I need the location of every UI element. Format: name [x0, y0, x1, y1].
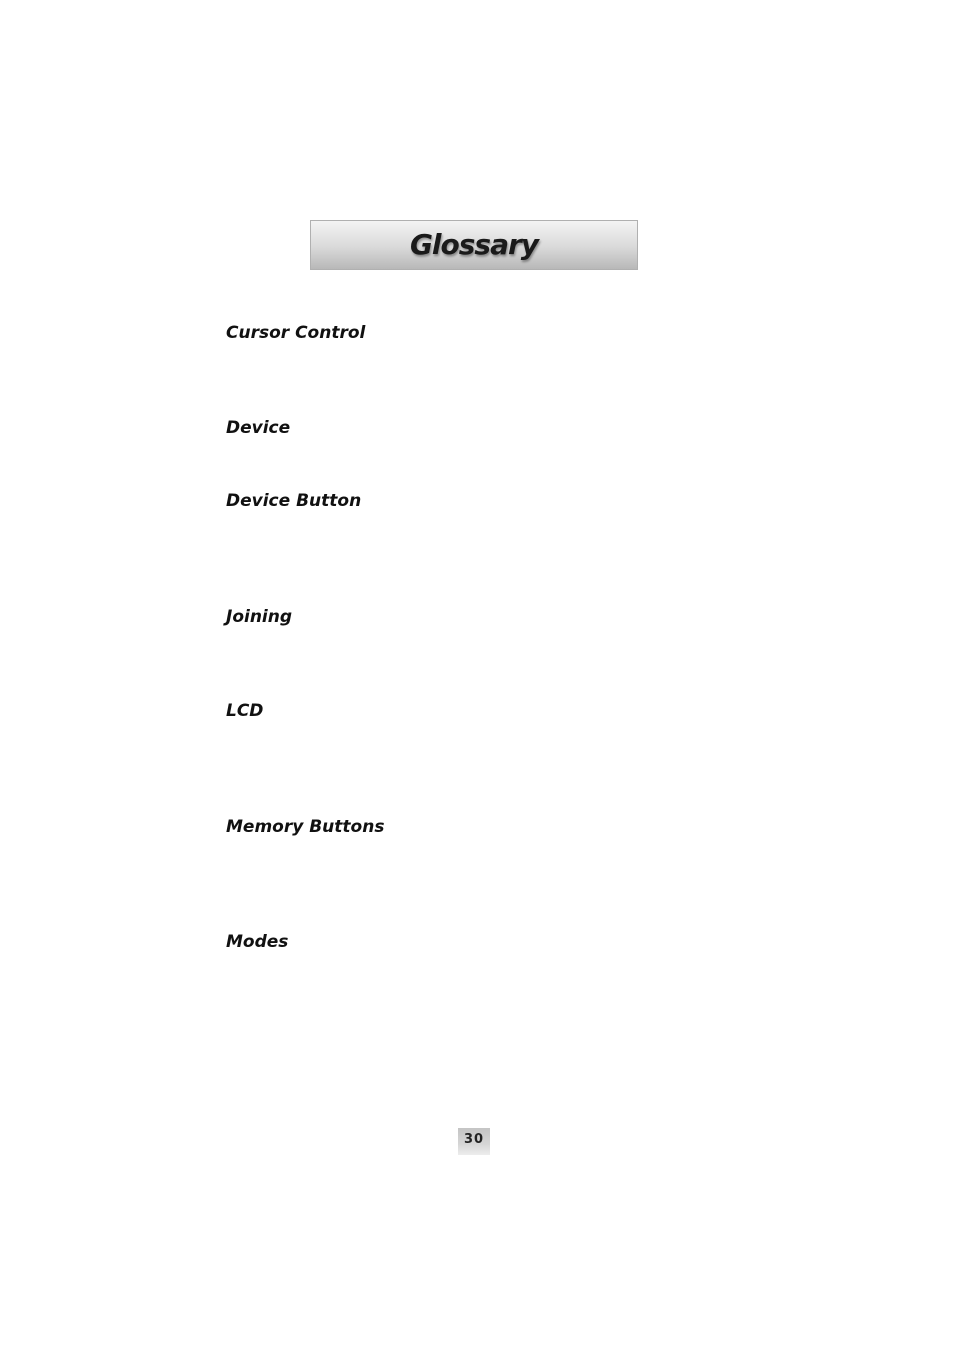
glossary-term-lcd: LCD: [226, 701, 264, 721]
page-title: Glossary: [409, 227, 539, 261]
glossary-term-cursor-control: Cursor Control: [226, 323, 366, 343]
glossary-term-modes: Modes: [226, 932, 289, 952]
glossary-term-memory-buttons: Memory Buttons: [226, 817, 385, 837]
page-number: 30: [463, 1132, 485, 1147]
glossary-term-device-button: Device Button: [226, 491, 362, 511]
glossary-term-joining: Joining: [226, 607, 293, 627]
page-number-box: [458, 1128, 490, 1155]
glossary-term-device: Device: [226, 418, 291, 438]
title-banner: [310, 220, 638, 270]
